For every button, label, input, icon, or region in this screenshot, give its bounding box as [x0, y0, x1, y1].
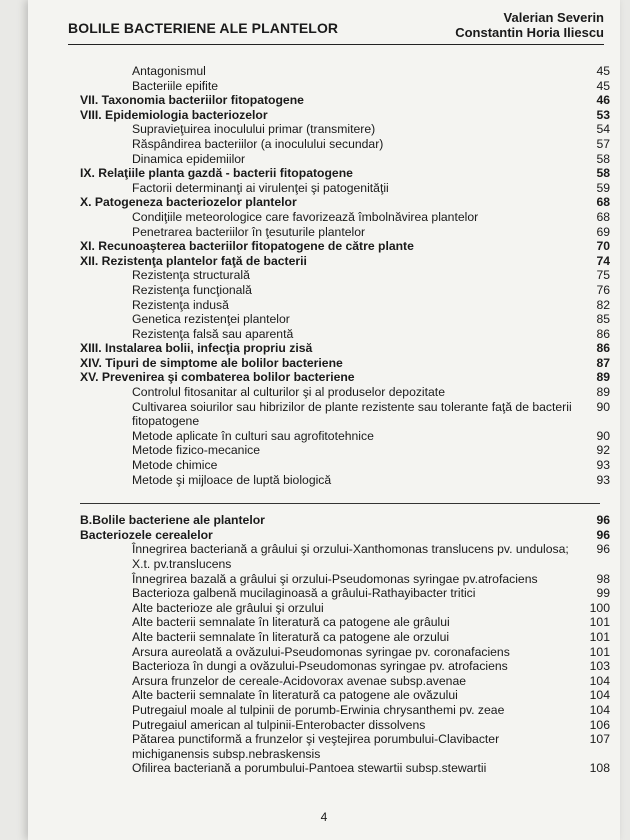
- toc-section-heading: Bacteriozele cerealelor 96: [80, 527, 610, 542]
- toc-entry-page: 86: [596, 341, 610, 356]
- toc-entry-page: 98: [596, 571, 610, 586]
- toc-section-heading: B.Bolile bacteriene ale plantelor 96: [80, 513, 610, 528]
- toc-entry-page: 104: [589, 688, 610, 703]
- toc-entry-title: Rezistenţa structurală: [132, 268, 250, 283]
- toc-entry: [80, 542, 610, 571]
- toc-entry-title: Răspândirea bacteriilor (a inoculului secundar): [132, 136, 384, 151]
- toc-entry-title: Alte bacterii semnalate în literatură ca patogene ale ovăzului: [132, 688, 458, 703]
- book-title: BOLILE BACTERIENE ALE PLANTELOR: [68, 20, 339, 36]
- toc-entry-title: Alte bacterii semnalate în literatură ca patogene ale grâului: [132, 615, 450, 630]
- toc-entry-page: 89: [596, 370, 610, 385]
- toc-entry-title: VIII. Epidemiologia bacteriozelor: [80, 107, 268, 122]
- toc-entry: [80, 370, 610, 385]
- toc-entry: [80, 630, 610, 645]
- toc-entry: [80, 64, 610, 79]
- toc-entry-page: 104: [589, 702, 610, 717]
- toc-entry-page: 58: [596, 166, 610, 181]
- toc-entry: [80, 732, 610, 761]
- toc-entry-page: 96: [596, 542, 610, 557]
- toc-entry-title: XIII. Instalarea bolii, infecţia propriu zisă: [80, 341, 313, 356]
- toc-entry: [80, 327, 610, 342]
- toc-entry-title: Metode fizico-mecanice: [132, 443, 261, 458]
- toc-entry-title: Bacterioza în dungi a ovăzului-Pseudomonas syringae pv. atrofaciens: [132, 659, 508, 674]
- toc-entry: [80, 718, 610, 733]
- page-number: 4: [320, 810, 328, 824]
- toc-entry-page: 74: [596, 253, 610, 268]
- toc-entry-title: Supravieţuirea inoculului primar (transmitere): [132, 122, 376, 137]
- toc-entry-page: 90: [596, 399, 610, 414]
- toc-entry: [80, 152, 610, 167]
- section-divider: [80, 503, 600, 504]
- toc-entry-title: IX. Relaţiile planta gazdă - bacterii fitopatogene: [80, 166, 353, 181]
- toc-entry-page: 103: [589, 659, 610, 674]
- toc-entry: [80, 400, 610, 429]
- toc-entry-title: Metode chimice: [132, 458, 218, 473]
- toc-entry-title: Condiţiile meteorologice care favorizează îmbolnăvirea plantelor: [132, 209, 479, 224]
- toc-entry-page: 59: [596, 180, 610, 195]
- toc-entry-title: Alte bacterioze ale grâului şi orzului: [132, 600, 324, 615]
- toc-entry-page: 82: [596, 297, 610, 312]
- toc-entry-page: 45: [596, 64, 610, 78]
- toc-entry: [80, 674, 610, 689]
- toc-part-a: [80, 64, 610, 487]
- toc-entry: [80, 703, 610, 718]
- author-name: Constantin Horia Iliescu: [455, 25, 604, 40]
- toc-entry-page: 85: [596, 312, 610, 327]
- toc-entry: [80, 195, 610, 210]
- toc-entry-title: XIV. Tipuri de simptome ale bolilor bacteriene: [80, 355, 343, 370]
- toc-entry: [80, 79, 610, 94]
- toc-entry: [80, 601, 610, 616]
- toc-entry: [80, 108, 610, 123]
- toc-entry-title: VII. Taxonomia bacteriilor fitopatogene: [80, 93, 304, 108]
- toc-entry-title: Dinamica epidemiilor: [132, 151, 246, 166]
- toc-entry-title: Genetica rezistenţei plantelor: [132, 312, 290, 327]
- author-name: Valerian Severin: [503, 10, 604, 25]
- toc-entry: [80, 443, 610, 458]
- document-page: [28, 0, 620, 840]
- toc-entry: [80, 122, 610, 137]
- running-header: [68, 10, 604, 45]
- toc-entry-title: Pătarea punctiformă a frunzelor şi veştejirea porumbului-Clavibacter michiganensis subsp.nebraskensis: [132, 732, 500, 761]
- toc-entry: [80, 225, 610, 240]
- toc-entry-title: XV. Prevenirea şi combaterea bolilor bacteriene: [80, 370, 355, 385]
- toc-entry-title: Alte bacterii semnalate în literatură ca patogene ale orzului: [132, 629, 450, 644]
- toc-entry-title: X. Patogeneza bacteriozelor plantelor: [80, 195, 297, 210]
- toc-entry-title: XI. Recunoaşterea bacteriilor fitopatogene de către plante: [80, 239, 414, 254]
- toc-entry: [80, 659, 610, 674]
- table-of-contents: [80, 64, 610, 776]
- toc-entry-page: 76: [596, 282, 610, 297]
- toc-entry-title: Rezistenţa funcţională: [132, 282, 252, 297]
- toc-entry-page: 45: [596, 78, 610, 93]
- toc-entry: [80, 458, 610, 473]
- toc-entry: [80, 312, 610, 327]
- toc-entry: [80, 137, 610, 152]
- toc-entry: [80, 615, 610, 630]
- toc-part-b: [80, 542, 610, 776]
- toc-entry: [80, 166, 610, 181]
- toc-entry-page: 89: [596, 385, 610, 400]
- toc-entry: [80, 356, 610, 371]
- toc-entry: [80, 210, 610, 225]
- toc-entry: [80, 93, 610, 108]
- toc-entry-page: 108: [589, 761, 610, 776]
- toc-entry: [80, 254, 610, 269]
- toc-entry-title: Antagonismul: [132, 64, 206, 78]
- toc-entry-page: 46: [596, 93, 610, 108]
- toc-entry-page: 92: [596, 443, 610, 458]
- toc-entry: [80, 181, 610, 196]
- toc-entry-title: Bacterioza galbenă mucilaginoasă a grâului-Rathayibacter tritici: [132, 586, 476, 601]
- toc-entry-title: Arsura aureolată a ovăzului-Pseudomonas syringae pv. coronafaciens: [132, 644, 510, 659]
- toc-entry-page: 104: [589, 673, 610, 688]
- toc-entry-title: XII. Rezistenţa plantelor faţă de bacterii: [80, 253, 307, 268]
- toc-entry-title: Metode aplicate în culturi sau agrofitotehnice: [132, 428, 374, 443]
- toc-entry: [80, 268, 610, 283]
- toc-entry-page: 106: [589, 717, 610, 732]
- toc-entry-title: Bacteriile epifite: [132, 78, 219, 93]
- toc-entry-title: Înnegrirea bacteriană a grâului şi orzului-Xanthomonas translucens pv. undulosa; X.t. pv.translucens: [132, 542, 569, 571]
- toc-entry-title: Controlul fitosanitar al culturilor şi al produselor depozitate: [132, 385, 445, 400]
- toc-entry: [80, 761, 610, 776]
- toc-entry: [80, 572, 610, 587]
- toc-entry-page: 99: [596, 586, 610, 601]
- toc-entry: [80, 341, 610, 356]
- toc-entry: [80, 688, 610, 703]
- toc-entry-title: Factorii determinanţi ai virulenţei şi patogenităţii: [132, 180, 389, 195]
- toc-entry: [80, 586, 610, 601]
- toc-entry-page: 101: [589, 644, 610, 659]
- toc-entry-page: 101: [589, 615, 610, 630]
- toc-entry-title: Ofilirea bacteriană a porumbului-Pantoea stewartii subsp.stewartii: [132, 761, 487, 776]
- toc-entry-page: 58: [596, 151, 610, 166]
- toc-entry-page: 90: [596, 428, 610, 443]
- toc-entry-page: 57: [596, 136, 610, 151]
- toc-entry-page: 86: [596, 326, 610, 341]
- toc-entry-page: 93: [596, 458, 610, 473]
- toc-entry: [80, 239, 610, 254]
- toc-entry-page: 93: [596, 472, 610, 487]
- toc-entry-title: Cultivarea soiurilor sau hibrizilor de plante rezistente sau tolerante faţă de bacterii fitopatogene: [132, 399, 572, 429]
- toc-entry-page: 68: [596, 195, 610, 210]
- toc-entry-title: Arsura frunzelor de cereale-Acidovorax avenae subsp.avenae: [132, 673, 466, 688]
- toc-entry-page: 75: [596, 268, 610, 283]
- toc-entry-title: Înnegrirea bazală a grâului şi orzului-Pseudomonas syringae pv.atrofaciens: [132, 571, 538, 586]
- toc-entry-page: 69: [596, 224, 610, 239]
- toc-entry: [80, 429, 610, 444]
- toc-entry-page: 87: [596, 355, 610, 370]
- toc-entry: [80, 473, 610, 488]
- toc-entry-title: Rezistenţa indusă: [132, 297, 229, 312]
- toc-entry-page: 68: [596, 209, 610, 224]
- authors: [455, 10, 604, 40]
- toc-entry-page: 107: [589, 732, 610, 747]
- toc-entry: [80, 645, 610, 660]
- toc-entry: [80, 298, 610, 313]
- toc-entry: [80, 385, 610, 400]
- toc-entry-page: 70: [596, 239, 610, 254]
- toc-entry: [80, 283, 610, 298]
- toc-entry-page: 54: [596, 122, 610, 137]
- toc-entry-page: 101: [589, 629, 610, 644]
- toc-entry-title: Rezistenţa falsă sau aparentă: [132, 326, 294, 341]
- toc-entry-title: Putregaiul moale al tulpinii de porumb-Erwinia chrysanthemi pv. zeae: [132, 702, 505, 717]
- toc-entry-title: Metode şi mijloace de luptă biologică: [132, 472, 332, 487]
- toc-entry-page: 100: [589, 600, 610, 615]
- toc-entry-page: 53: [596, 107, 610, 122]
- toc-entry-title: Putregaiul american al tulpinii-Enterobacter dissolvens: [132, 717, 426, 732]
- toc-entry-title: Penetrarea bacteriilor în ţesuturile plantelor: [132, 224, 366, 239]
